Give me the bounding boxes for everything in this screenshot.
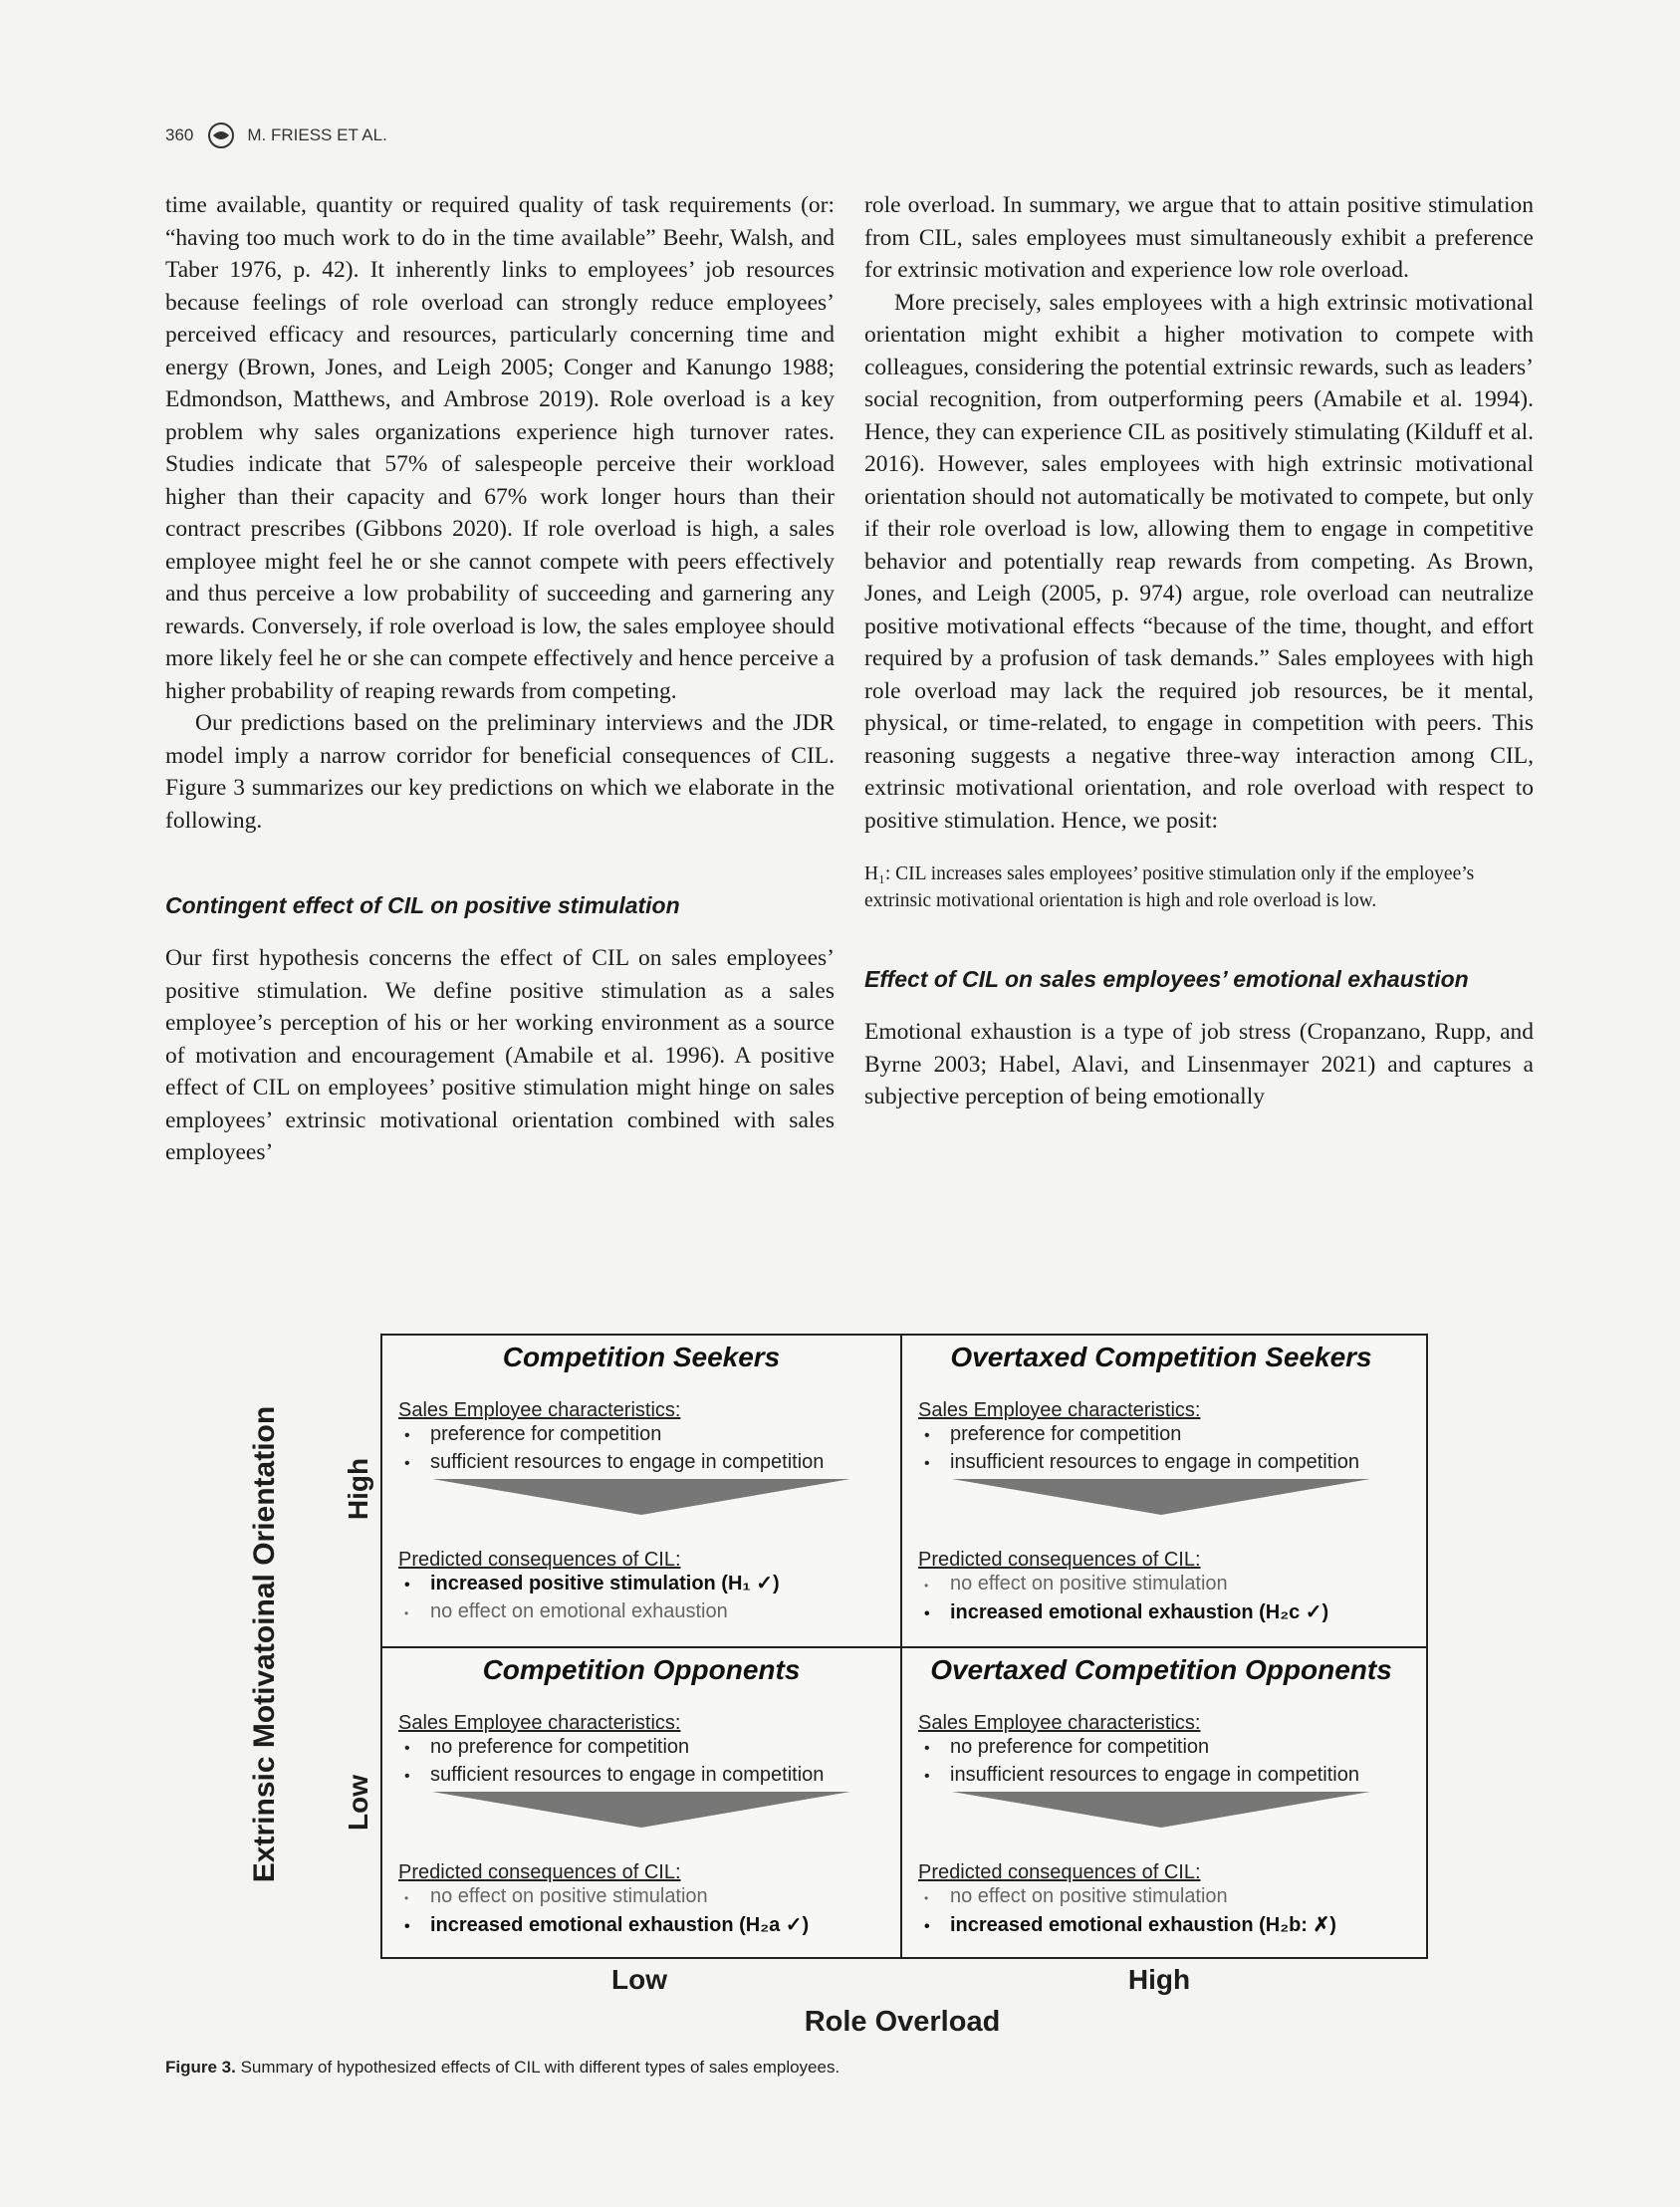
- x-tick-low: Low: [611, 1964, 667, 1995]
- list-item: • no preference for competition: [918, 1734, 1406, 1762]
- page-number: 360: [165, 125, 194, 144]
- consequences-heading: Predicted consequences of CIL:: [918, 1861, 1201, 1883]
- left-column: [165, 189, 835, 1169]
- quadrant-title: Overtaxed Competition Opponents: [930, 1654, 1392, 1685]
- quadrant-overtaxed-competition-opponents: [902, 1648, 1420, 1959]
- hypothesis: H₁: CIL increases sales employees’ positive stimulation only if the employee’s extrinsic motivational orientation is high and role overload is low.: [864, 863, 1475, 911]
- paragraph: Emotional exhaustion is a type of job stress (Cropanzano, Rupp, and Byrne 2003; Habel, Alavi, and Linsenmayer 2021) and captures a subjective perception of being emotionally: [864, 1019, 1534, 1109]
- list-item: • preference for competition: [918, 1421, 1406, 1449]
- paragraph: More precisely, sales employees with a high extrinsic motivational orientation might exhibit a higher motivation to compete with colleagues, considering the potential extrinsic rewards, such as leaders’ social recognition, from outperforming peers (Amabile et al. 1994). Hence, they can experience CIL as positively stimulating (Kilduff et al. 2016). However, sales employees with high extrinsic motivational orientation should not automatically be motivated to compete, but only if their role overload is low, allowing them to engage in competitive behavior and potentially reap rewards from competing. As Brown, Jones, and Leigh (2005, p. 974) argue, role overload can neutralize positive motivational effects “because of the time, thought, and effort required by a profusion of task demands.” Sales employees with high role overload may lack the required job resources, be it mental, physical, or time-related, to engage in competition with peers. This reasoning suggests a negative three-way interaction among CIL, extrinsic motivational orientation, and role overload with respect to positive stimulation. Hence, we posit:: [864, 289, 1534, 834]
- right-column: [864, 189, 1534, 1113]
- caption-label: Figure 3.: [165, 2058, 236, 2077]
- down-arrow-icon: [952, 1479, 1370, 1515]
- list-item: • increased positive stimulation (H₁ ✓): [398, 1571, 886, 1598]
- down-arrow-icon: [432, 1479, 850, 1515]
- list-item: • insufficient resources to engage in competition: [918, 1449, 1406, 1477]
- figure-caption: [165, 2058, 840, 2078]
- characteristics-heading: Sales Employee characteristics:: [918, 1712, 1201, 1734]
- list-item: • no preference for competition: [398, 1734, 886, 1762]
- characteristics-heading: Sales Employee characteristics:: [398, 1712, 681, 1734]
- x-tick-high: High: [1127, 1964, 1191, 1995]
- consequences-heading: Predicted consequences of CIL:: [398, 1861, 681, 1883]
- paragraph: Our first hypothesis concerns the effect of CIL on sales employees’ positive stimulation. We define positive stimulation as a sales employee’s perception of his or her working environment as a source of motivation and encouragement (Amabile et al. 1996). A positive effect of CIL on employees’ positive stimulation might hinge on sales employees’ extrinsic motivational orientation combined with sales employees’: [165, 945, 835, 1165]
- list-item: • no effect on positive stimulation: [918, 1883, 1406, 1912]
- quadrant-title: Competition Opponents: [482, 1654, 801, 1685]
- page-header: [165, 122, 387, 149]
- list-item: • increased emotional exhaustion (H₂a ✓): [398, 1912, 886, 1940]
- list-item: • insufficient resources to engage in competition: [918, 1762, 1406, 1790]
- section-heading: Effect of CIL on sales employees’ emotional exhaustion: [864, 966, 1469, 992]
- paragraph: Our predictions based on the preliminary interviews and the JDR model imply a narrow corridor for beneficial consequences of CIL. Figure 3 summarizes our key predictions on which we elaborate in the following.: [165, 710, 835, 834]
- paragraph: role overload. In summary, we argue that to attain positive stimulation from CIL, sales employees must simultaneously exhibit a preference for extrinsic motivation and experience low role overload.: [864, 192, 1534, 283]
- list-item: • no effect on positive stimulation: [918, 1571, 1406, 1599]
- down-arrow-icon: [952, 1792, 1370, 1828]
- consequences-heading: Predicted consequences of CIL:: [918, 1549, 1201, 1571]
- figure-matrix: [380, 1334, 1428, 1959]
- running-head: M. FRIESS ET AL.: [247, 125, 387, 144]
- list-item: • preference for competition: [398, 1421, 886, 1449]
- characteristics-heading: Sales Employee characteristics:: [398, 1399, 681, 1421]
- caption-text: Summary of hypothesized effects of CIL with different types of sales employees.: [240, 2058, 840, 2077]
- x-axis-label: Role Overload: [804, 2006, 1001, 2038]
- quadrant-title: Competition Seekers: [502, 1342, 781, 1372]
- consequences-heading: Predicted consequences of CIL:: [398, 1549, 681, 1571]
- quadrant-title: Overtaxed Competition Seekers: [950, 1342, 1372, 1372]
- list-item: • increased emotional exhaustion (H₂b: ✗): [918, 1912, 1406, 1940]
- list-item: • sufficient resources to engage in competition: [398, 1762, 886, 1790]
- down-arrow-icon: [432, 1792, 850, 1828]
- list-item: • no effect on emotional exhaustion: [398, 1598, 886, 1627]
- paragraph: time available, quantity or required quality of task requirements (or: “having too much work to do in the time available” Beehr, Walsh, and Taber 1976, p. 42). It inherently links to employees’ job resources because feelings of role overload can strongly reduce employees’ perceived efficacy and resources, particularly concerning time and energy (Brown, Jones, and Leigh 2005; Conger and Kanungo 1988; Edmondson, Matthews, and Ambrose 2019). Role overload is a key problem why sales organizations experience high turnover rates. Studies indicate that 57% of salespeople perceive their workload higher than their capacity and 67% work longer hours than their contract prescribes (Gibbons 2020). If role overload is high, a sales employee might feel he or she cannot compete with peers effectively and thus perceive a low probability of succeeding and garnering any rewards. Conversely, if role overload is low, the sales employee should more likely feel he or she can compete effectively and hence perceive a higher probability of reaping rewards from competing.: [165, 192, 835, 704]
- quadrant-overtaxed-competition-seekers: [902, 1336, 1420, 1646]
- section-heading: Contingent effect of CIL on positive stimulation: [165, 892, 680, 918]
- list-item: • increased emotional exhaustion (H₂c ✓): [918, 1599, 1406, 1627]
- quadrant-competition-seekers: [382, 1336, 900, 1646]
- characteristics-heading: Sales Employee characteristics:: [918, 1399, 1201, 1421]
- list-item: • no effect on positive stimulation: [398, 1883, 886, 1912]
- quadrant-competition-opponents: [382, 1648, 900, 1959]
- journal-logo-icon: [207, 122, 235, 149]
- list-item: • sufficient resources to engage in competition: [398, 1449, 886, 1477]
